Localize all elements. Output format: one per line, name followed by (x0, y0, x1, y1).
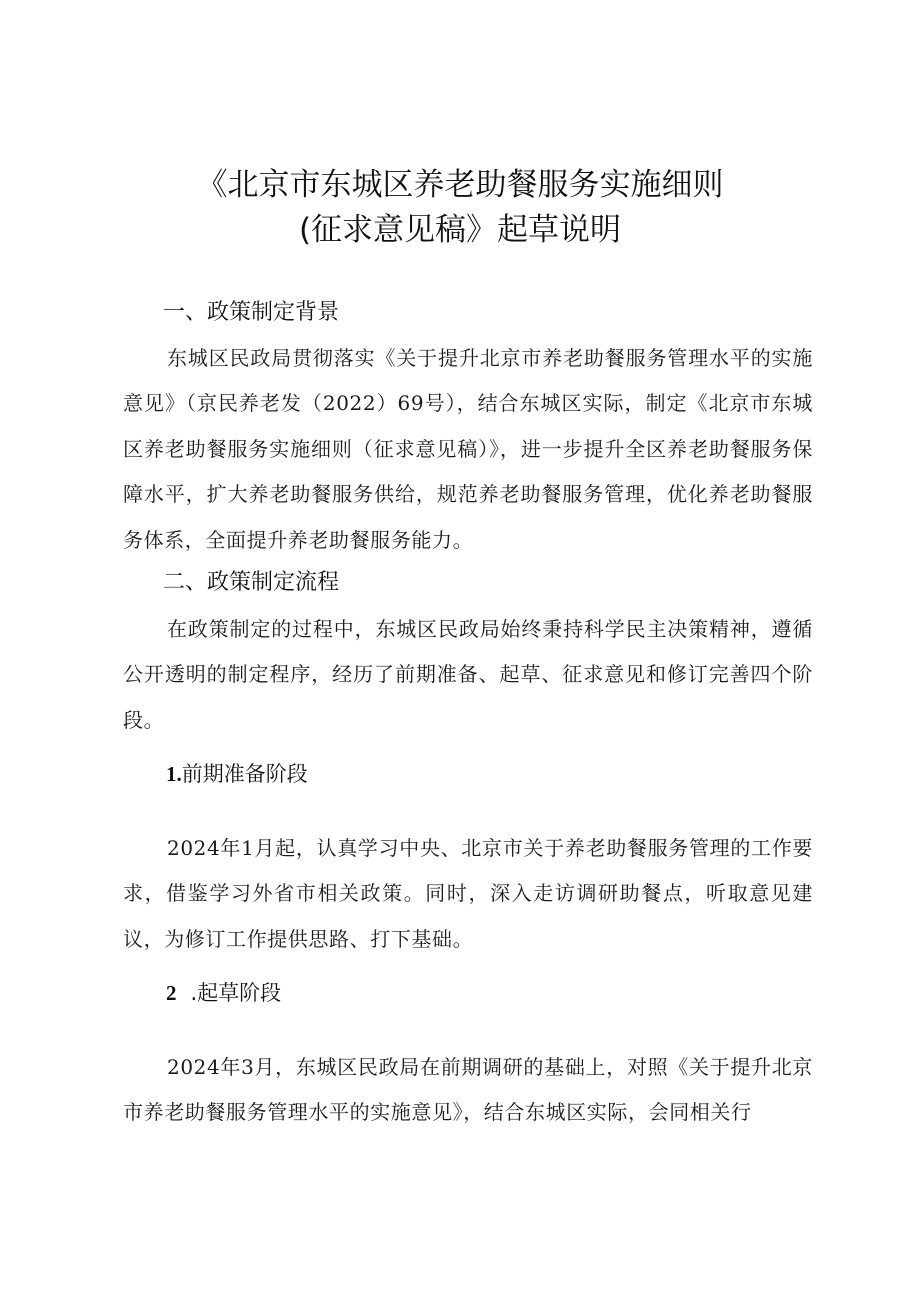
stage-paragraph-drafting: 2024年3月，东城区民政局在前期调研的基础上，对照《关于提升北京市养老助餐服务管理水平的实施意见》，结合东城区实际，会同相关行 (123, 1055, 813, 1125)
stage-heading-drafting (166, 978, 281, 1008)
section-paragraph-process: 在政策制定的过程中，东城区民政局始终秉持科学民主决策精神，遵循公开透明的制定程序，经历了前期准备、起草、征求意见和修订完善四个阶段。 (123, 617, 813, 732)
stage-label: 前期准备阶段 (181, 762, 308, 786)
stage-number: 1. (166, 762, 182, 786)
stage-label: .起草阶段 (190, 981, 282, 1005)
document-title-line-2: (征求意见稿》起草说明 (298, 212, 622, 248)
stage-heading-preparation (166, 759, 308, 789)
stage-paragraph-preparation: 2024年1月起，认真学习中央、北京市关于养老助餐服务管理的工作要求，借鉴学习外省市相关政策。同时，深入走访调研助餐点，听取意见建议，为修订工作提供思路、打下基础。 (123, 836, 813, 951)
document-title-line-1: 《北京市东城区养老助餐服务实施细则 (196, 167, 724, 203)
section-heading-background: 一、政策制定背景 (163, 300, 340, 325)
section-paragraph-background: 东城区民政局贯彻落实《关于提升北京市养老助餐服务管理水平的实施意见》（京民养老发（2022）69号），结合东城区实际，制定《北京市东城区养老助餐服务实施细则（征求意见稿）》，进一步提升全区养老助餐服务保障水平，扩大养老助餐服务供给，规范养老助餐服务管理，优化养老助餐服务体系，全面提升养老助餐服务能力。 (123, 346, 813, 552)
stage-number: 2 (166, 981, 177, 1005)
section-heading-process: 二、政策制定流程 (163, 570, 340, 595)
